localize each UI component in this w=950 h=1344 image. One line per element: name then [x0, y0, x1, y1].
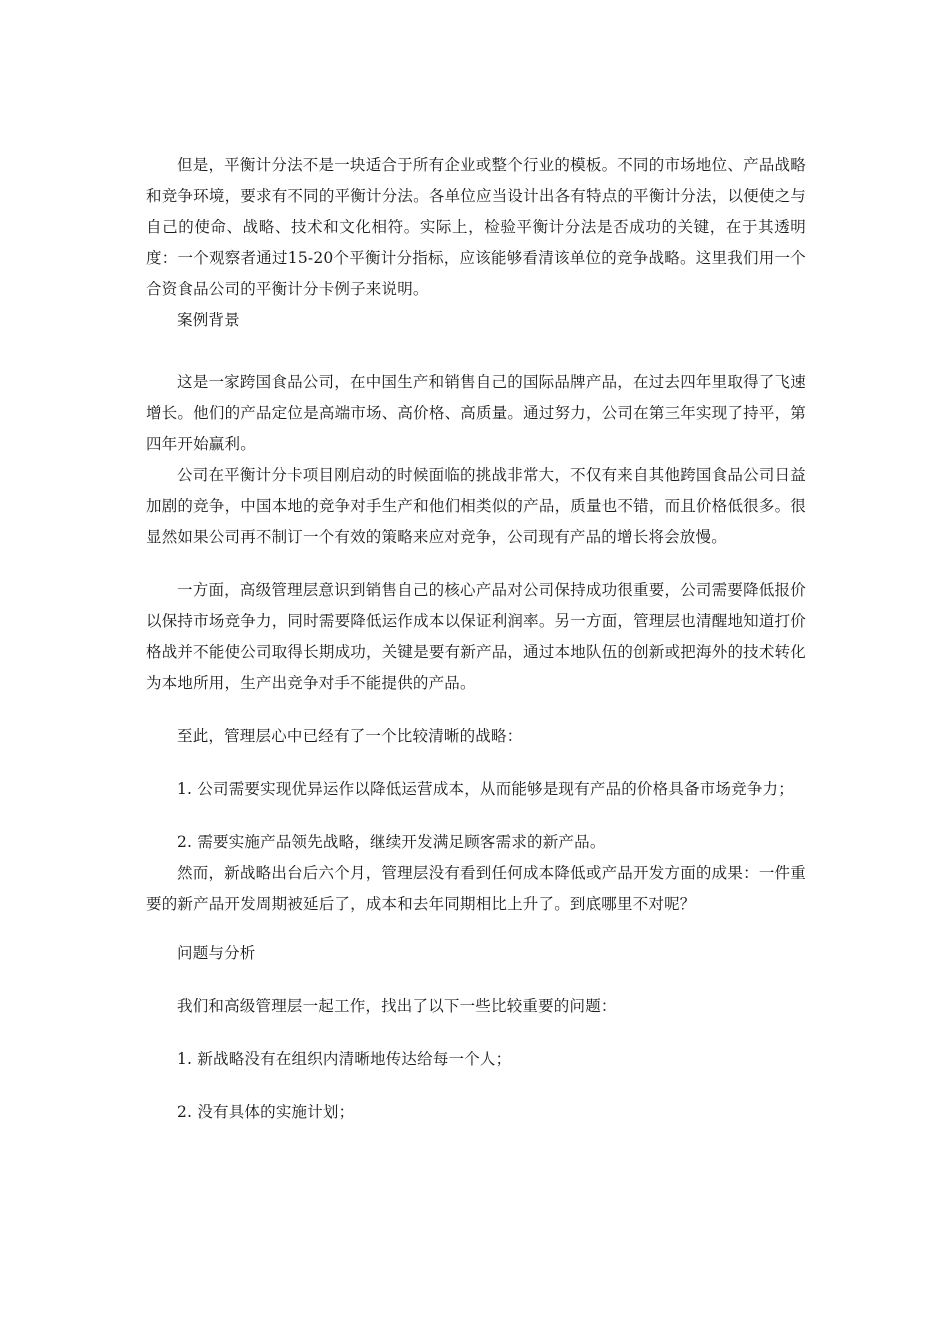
heading-case-background: 案例背景	[177, 311, 240, 329]
spacer	[146, 920, 806, 938]
spacer	[146, 336, 806, 367]
list-item-strategy-2: 2. 需要实施产品领先战略，继续开发满足顾客需求的新产品。	[177, 833, 606, 851]
spacer	[146, 752, 806, 774]
paragraph-intro: 但是，平衡计分法不是一块适合于所有企业或整个行业的模板。不同的市场地位、产品战略和竞争环境，要求有不同的平衡计分法。各单位应当设计出各有特点的平衡计分法，以便使之与自己的使命、战略、技术和文化相符。实际上，检验平衡计分法是否成功的关键，在于其透明度：一个观察者通过15-20个平衡计分指标，应该能够看清该单位的竞争战略。这里我们用一个合资食品公司的平衡计分卡例子来说明。	[146, 156, 806, 298]
paragraph-management-view: 一方面，高级管理层意识到销售自己的核心产品对公司保持成功很重要，公司需要降低报价以保持市场竞争力，同时需要降低运作成本以保证利润率。另一方面，管理层也清醒地知道打价格战并不能使公司取得长期成功，关键是要有新产品，通过本地队伍的创新或把海外的技术转化为本地所用，生产出竞争对手不能提供的产品。	[146, 581, 806, 692]
paragraph-challenge: 公司在平衡计分卡项目刚启动的时候面临的挑战非常大，不仅有来自其他跨国食品公司日益加剧的竞争，中国本地的竞争对手生产和他们相类似的产品，质量也不错，而且价格低很多。很显然如果公司再不制订一个有效的策略来应对竞争，公司现有产品的增长将会放慢。	[146, 466, 806, 546]
paragraph-result: 然而，新战略出台后六个月，管理层没有看到任何成本降低或产品开发方面的成果：一件重要的新产品开发周期被延后了，成本和去年同期相比上升了。到底哪里不对呢？	[146, 864, 806, 913]
list-item-strategy-1: 1. 公司需要实现优异运作以降低运营成本，从而能够是现有产品的价格具备市场竞争力；	[177, 780, 794, 798]
heading-problem-analysis: 问题与分析	[177, 944, 256, 962]
spacer	[146, 699, 806, 721]
paragraph-strategy-intro: 至此，管理层心中已经有了一个比较清晰的战略：	[177, 727, 523, 745]
paragraph-problem-intro: 我们和高级管理层一起工作，找出了以下一些比较重要的问题：	[177, 997, 617, 1015]
spacer	[146, 1075, 806, 1097]
spacer	[146, 1022, 806, 1044]
paragraph-company-profile: 这是一家跨国食品公司，在中国生产和销售自己的国际品牌产品，在过去四年里取得了飞速增长。他们的产品定位是高端市场、高价格、高质量。通过努力，公司在第三年实现了持平，第四年开始赢利。	[146, 373, 806, 453]
spacer	[146, 553, 806, 575]
list-item-problem-2: 2. 没有具体的实施计划；	[177, 1103, 355, 1121]
spacer	[146, 969, 806, 991]
spacer	[146, 805, 806, 827]
list-item-problem-1: 1. 新战略没有在组织内清晰地传达给每一个人；	[177, 1050, 512, 1068]
document-page	[146, 150, 806, 1128]
